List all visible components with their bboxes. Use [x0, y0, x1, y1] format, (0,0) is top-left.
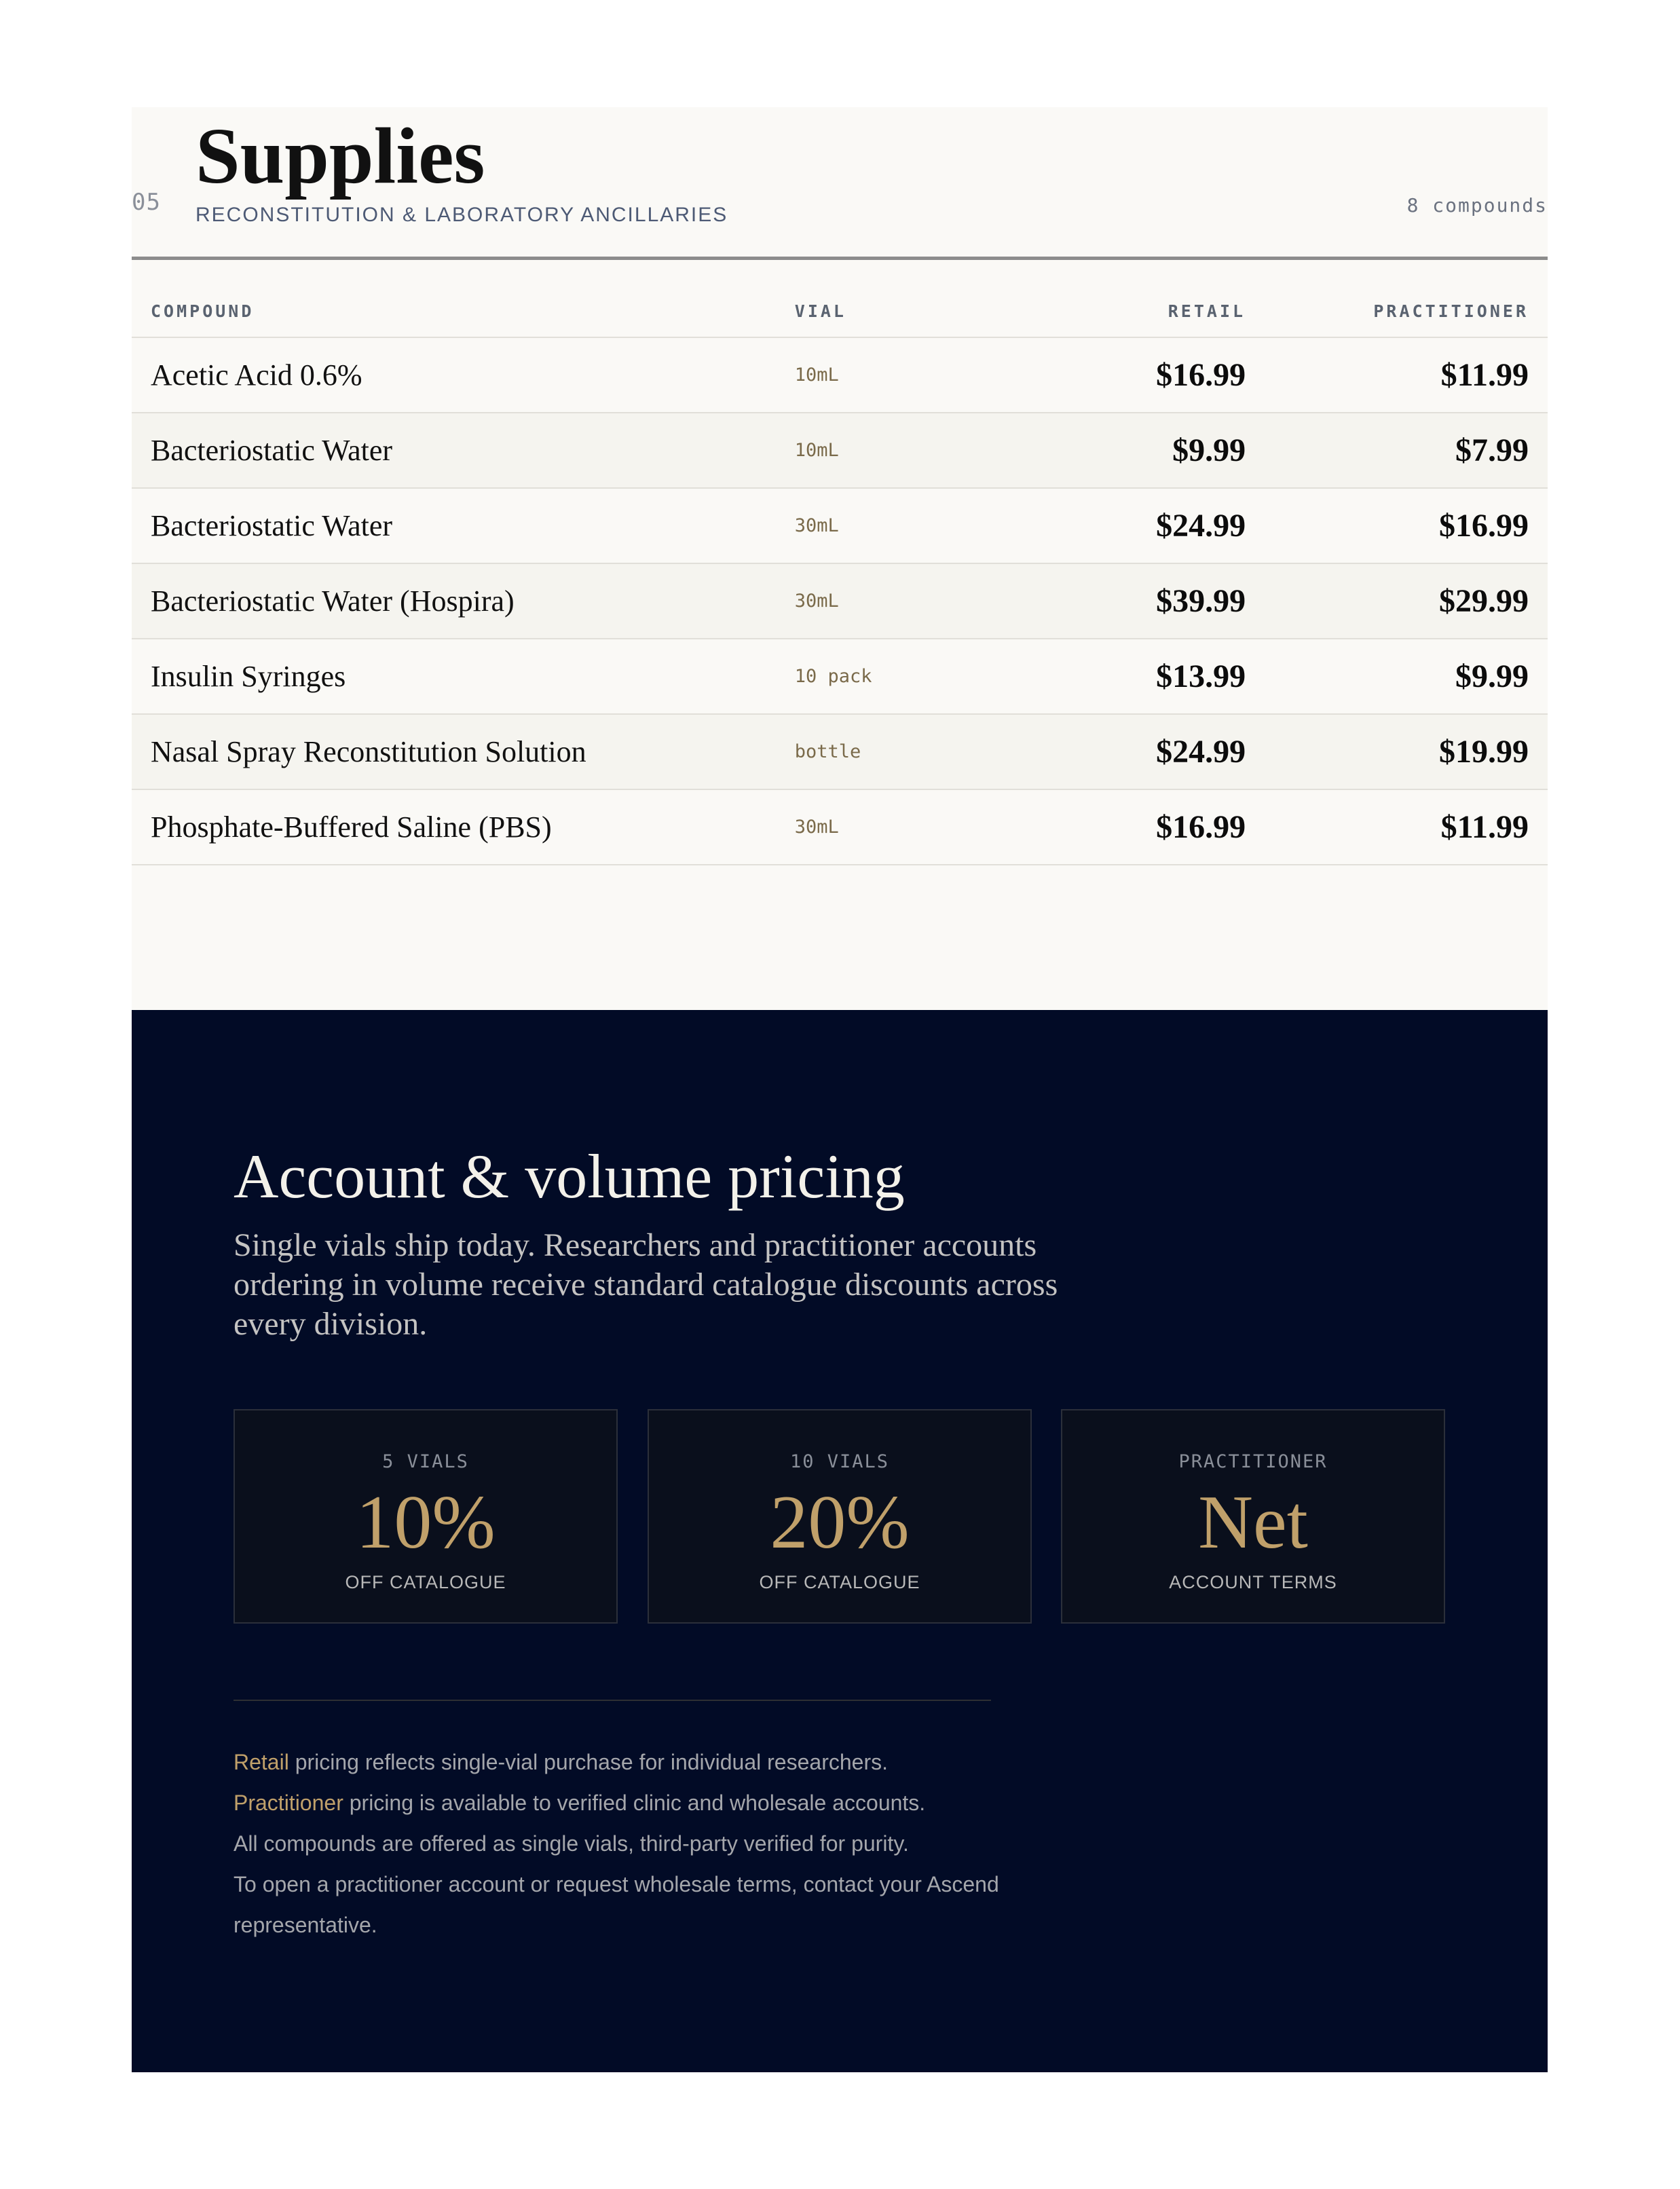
practitioner-price: $19.99 [1265, 714, 1548, 789]
purity-note: All compounds are offered as single vials, third-party verified for purity. [234, 1831, 909, 1856]
vial-size: bottle [776, 714, 1007, 789]
column-header-vial: VIAL [776, 285, 1007, 337]
vial-size: 30mL [776, 488, 1007, 563]
compound-name: Phosphate-Buffered Saline (PBS) [132, 789, 776, 865]
table-header-row [132, 285, 1548, 337]
tier-note: ACCOUNT TERMS [1169, 1572, 1337, 1592]
retail-term: Retail [234, 1750, 289, 1774]
compound-name: Insulin Syringes [132, 639, 776, 714]
compound-name: Bacteriostatic Water [132, 488, 776, 563]
retail-price: $24.99 [1007, 488, 1265, 563]
table-row [132, 714, 1548, 789]
tier-note: OFF CATALOGUE [345, 1572, 506, 1592]
practitioner-price: $29.99 [1265, 563, 1548, 639]
page-title: Supplies [195, 111, 485, 200]
tier-value: Net [1198, 1480, 1308, 1565]
vial-size: 10mL [776, 337, 1007, 413]
column-header-compound: COMPOUND [132, 285, 776, 337]
table-row [132, 337, 1548, 413]
practitioner-price: $11.99 [1265, 337, 1548, 413]
header-divider [132, 257, 1548, 260]
tier-value: 20% [770, 1480, 910, 1565]
tier-label: 5 VIALS [382, 1451, 469, 1472]
retail-price: $13.99 [1007, 639, 1265, 714]
section-number: 05 [132, 189, 161, 216]
tier-value: 10% [356, 1480, 496, 1565]
tier-label: PRACTITIONER [1178, 1451, 1328, 1472]
volume-pricing-section [132, 1010, 1548, 2072]
tier-note: OFF CATALOGUE [759, 1572, 920, 1592]
pricing-intro: Single vials ship today. Researchers and practitioner accounts ordering in volume receive standard catalogue discounts across every division. [234, 1227, 1058, 1342]
table-row [132, 789, 1548, 865]
compound-name: Nasal Spray Reconstitution Solution [132, 714, 776, 789]
vial-size: 10 pack [776, 639, 1007, 714]
table-row [132, 488, 1548, 563]
retail-price: $24.99 [1007, 714, 1265, 789]
retail-price: $9.99 [1007, 413, 1265, 488]
practitioner-description: pricing is available to verified clinic and wholesale accounts. [343, 1791, 926, 1815]
retail-description: pricing reflects single-vial purchase for individual researchers. [288, 1750, 888, 1774]
contact-note: To open a practitioner account or request wholesale terms, contact your Ascend representative. [234, 1872, 999, 1937]
retail-price: $16.99 [1007, 789, 1265, 865]
compound-name: Bacteriostatic Water (Hospira) [132, 563, 776, 639]
practitioner-term: Practitioner [234, 1791, 343, 1815]
section-subtitle: RECONSTITUTION & LABORATORY ANCILLARIES [195, 204, 728, 226]
tier-label: 10 VIALS [789, 1451, 890, 1472]
practitioner-price: $16.99 [1265, 488, 1548, 563]
tier-card-practitioner [1061, 1409, 1445, 1624]
pricing-heading: Account & volume pricing [234, 1142, 905, 1211]
table-row [132, 639, 1548, 714]
column-header-practitioner: PRACTITIONER [1265, 285, 1548, 337]
price-table [132, 285, 1548, 865]
column-header-retail: RETAIL [1007, 285, 1265, 337]
discount-tiers [234, 1409, 1449, 1626]
compound-count: 8 compounds [1406, 194, 1548, 217]
pricing-fine-print [234, 1742, 1048, 1945]
retail-price: $16.99 [1007, 337, 1265, 413]
retail-price: $39.99 [1007, 563, 1265, 639]
practitioner-price: $7.99 [1265, 413, 1548, 488]
vial-size: 30mL [776, 789, 1007, 865]
vial-size: 30mL [776, 563, 1007, 639]
pricing-divider [234, 1700, 991, 1701]
compound-name: Bacteriostatic Water [132, 413, 776, 488]
practitioner-price: $9.99 [1265, 639, 1548, 714]
practitioner-price: $11.99 [1265, 789, 1548, 865]
table-row [132, 563, 1548, 639]
tier-card-10-vials [648, 1409, 1032, 1624]
vial-size: 10mL [776, 413, 1007, 488]
tier-card-5-vials [234, 1409, 618, 1624]
compound-name: Acetic Acid 0.6% [132, 337, 776, 413]
table-row [132, 413, 1548, 488]
